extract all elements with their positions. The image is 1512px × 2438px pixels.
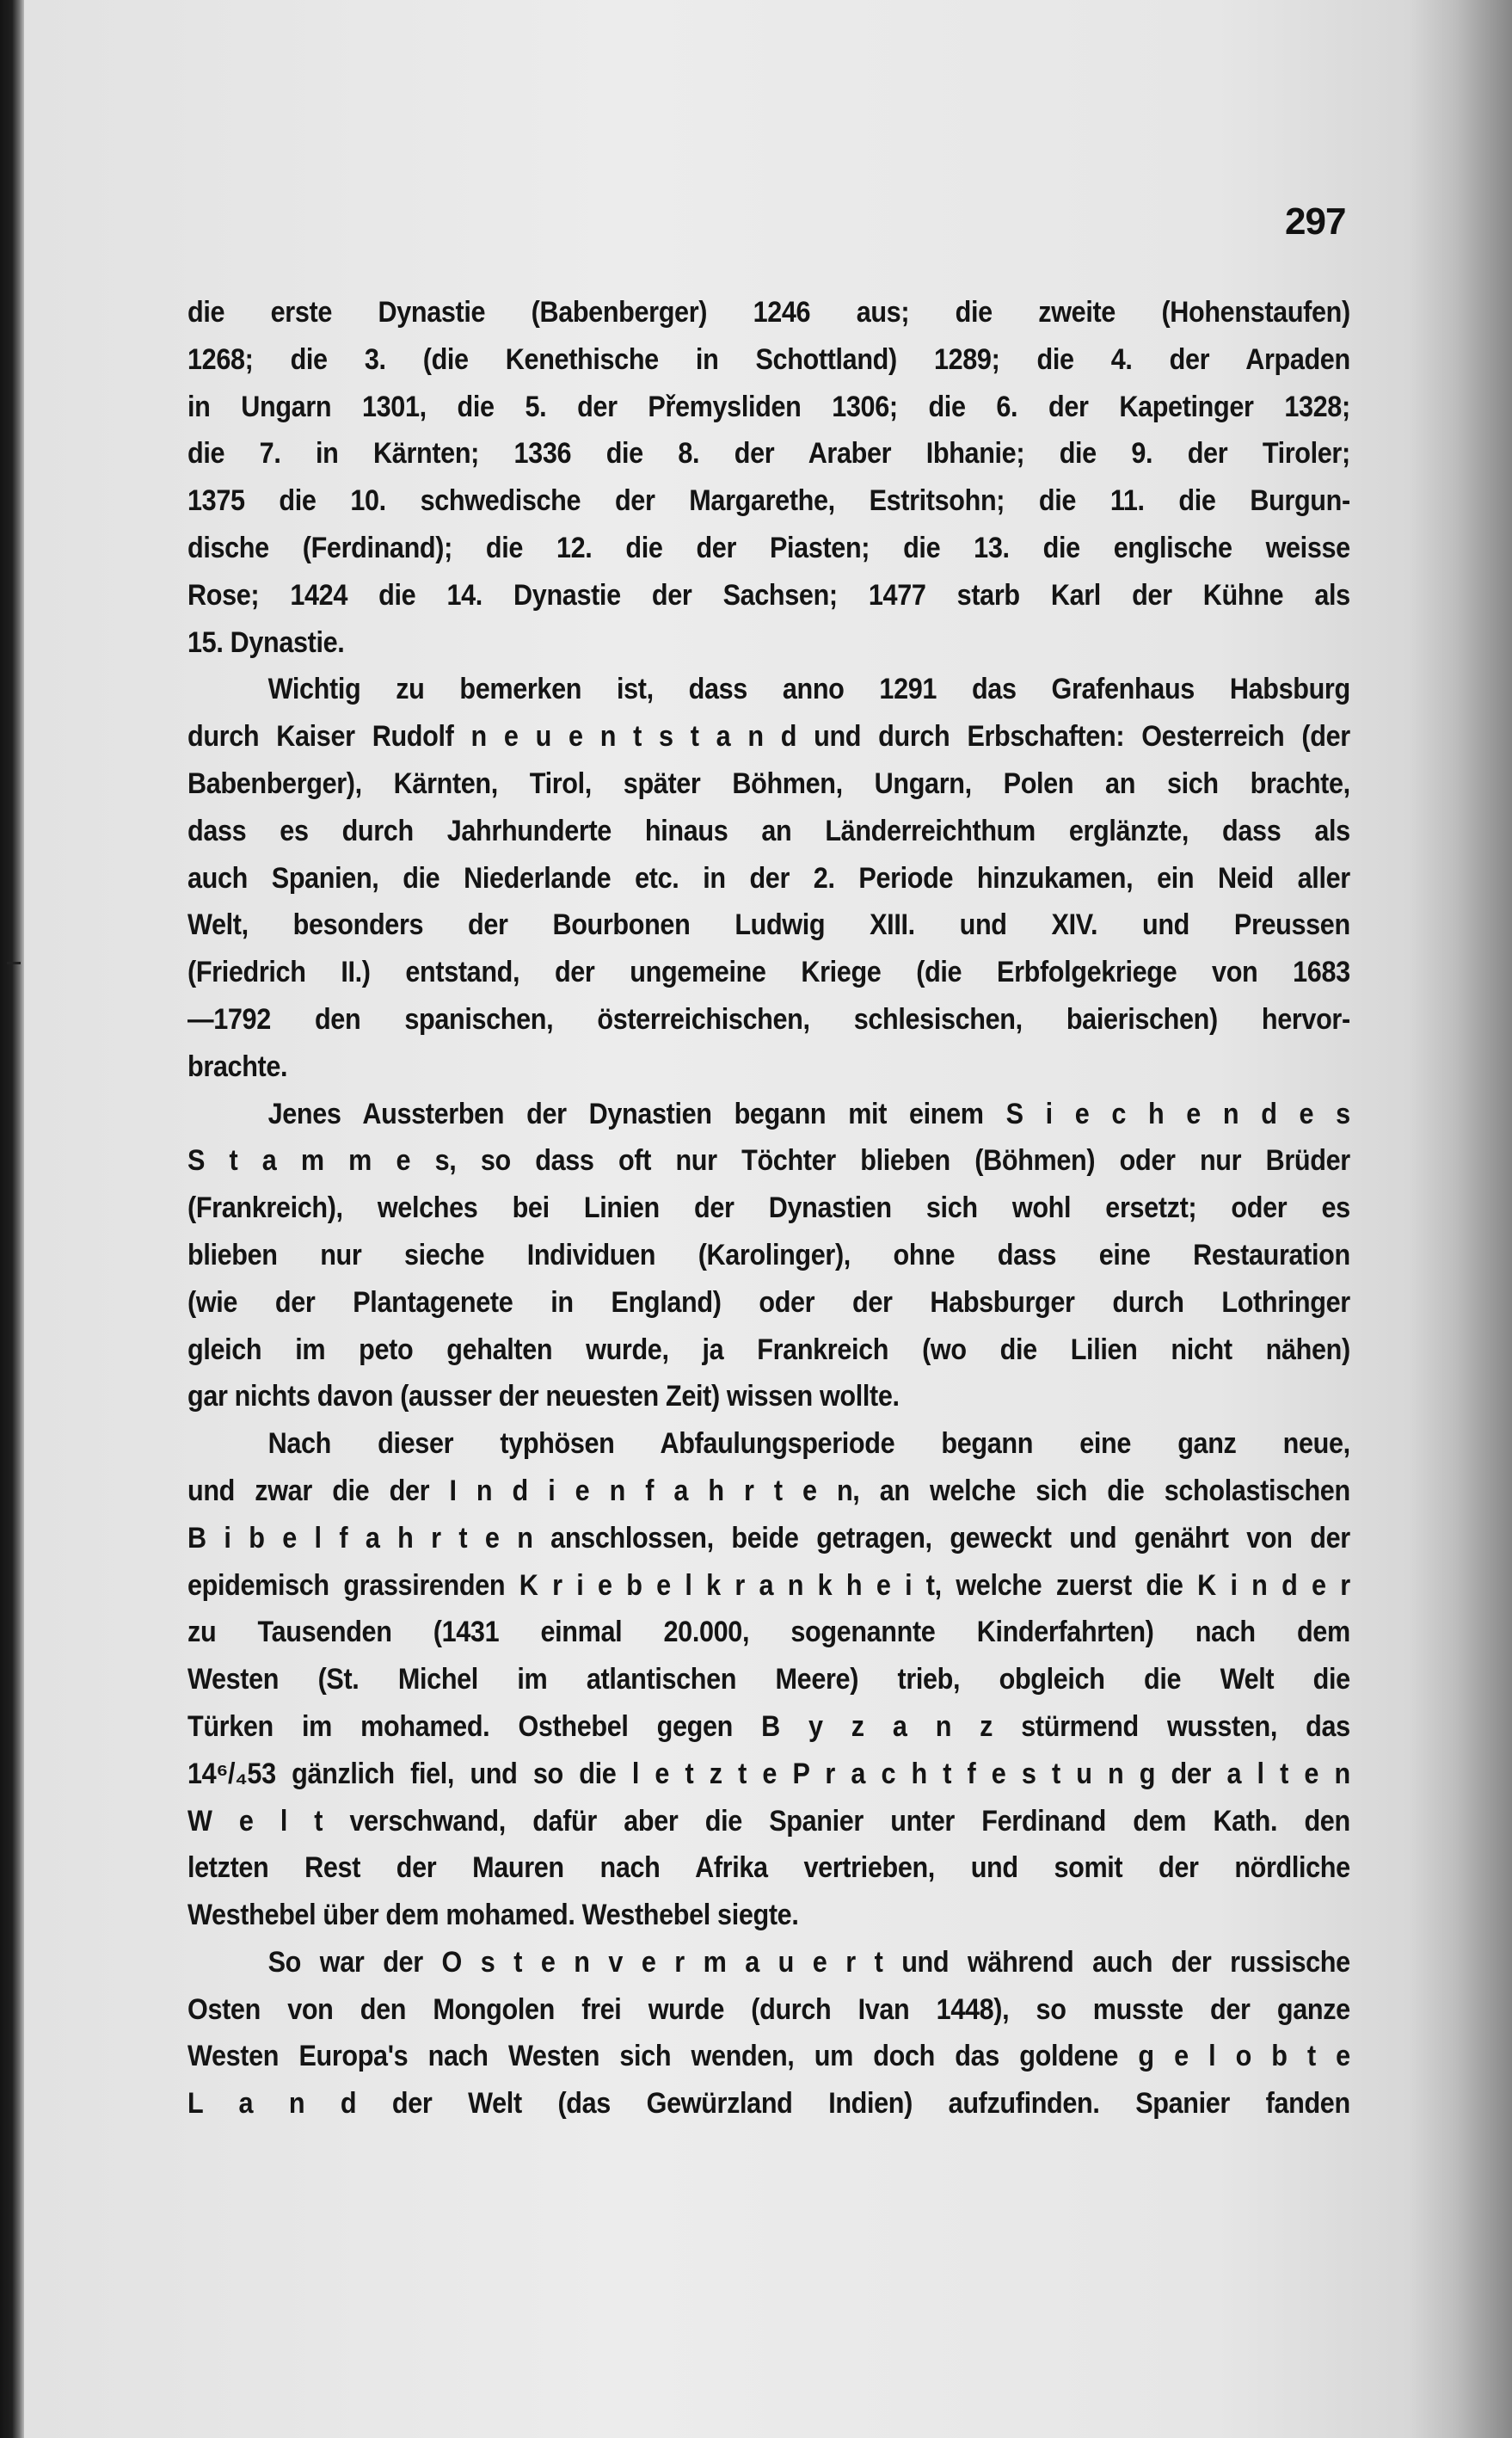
text-line: zu Tausenden (1431 einmal 20.000, sogenannte Kinderfahrten) nach dem	[187, 1616, 1350, 1649]
text-line: gleich im peto gehalten wurde, ja Frankreich (wo die Lilien nicht nähen)	[187, 1333, 1350, 1366]
book-page	[24, 0, 1512, 2438]
text-line: Osten von den Mongolen frei wurde (durch Ivan 1448), so musste der ganze	[187, 1992, 1350, 2026]
text-line: 1375 die 10. schwedische der Margarethe, Estritsohn; die 11. die Burgun-	[187, 484, 1350, 518]
text-line: S t a m m e s, so dass oft nur Töchter blieben (Böhmen) oder nur Brüder	[187, 1144, 1350, 1178]
text-line: (wie der Plantagenete in England) oder der Habsburger durch Lothringer	[187, 1285, 1350, 1319]
text-line: B i b e l f a h r t e n anschlossen, beide getragen, geweckt und genährt von der	[187, 1521, 1350, 1555]
text-line: Babenberger), Kärnten, Tirol, später Böhmen, Ungarn, Polen an sich brachte,	[187, 766, 1350, 800]
body-text	[187, 289, 1350, 2127]
text-line: (Frankreich), welches bei Linien der Dynastien sich wohl ersetzt; oder es	[187, 1191, 1350, 1225]
text-line: Westen Europa's nach Westen sich wenden, um doch das goldene g e l o b t e	[187, 2040, 1350, 2073]
margin-mark	[7, 962, 21, 964]
text-line: —1792 den spanischen, österreichischen, schlesischen, baierischen) hervor-	[187, 1002, 1350, 1036]
text-line: Rose; 1424 die 14. Dynastie der Sachsen; 1477 starb Karl der Kühne als	[187, 578, 1350, 612]
text-line: Westhebel über dem mohamed. Westhebel siegte.	[187, 1899, 799, 1932]
text-line: W e l t verschwand, dafür aber die Spanier unter Ferdinand dem Kath. den	[187, 1804, 1350, 1838]
text-line: letzten Rest der Mauren nach Afrika vertrieben, und somit der nördliche	[187, 1851, 1350, 1885]
text-line: 14⁶/₄53 gänzlich fiel, und so die l e t z t e P r a c h t f e s t u n g der a l t e n	[187, 1757, 1350, 1790]
text-line: blieben nur sieche Individuen (Karolinger), ohne dass eine Restauration	[187, 1238, 1350, 1271]
text-line: Türken im mohamed. Osthebel gegen B y z a n z stürmend wussten, das	[187, 1709, 1350, 1743]
text-line: (Friedrich II.) entstand, der ungemeine Kriege (die Erbfolgekriege von 1683	[187, 956, 1350, 989]
text-line: dass es durch Jahrhunderte hinaus an Länderreichthum erglänzte, dass als	[187, 814, 1350, 847]
paragraph-start: Wichtig zu bemerken ist, dass anno 1291 das Grafenhaus Habsburg	[267, 673, 1350, 706]
text-line: die 7. in Kärnten; 1336 die 8. der Araber Ibhanie; die 9. der Tiroler;	[187, 437, 1350, 471]
text-line: 1268; die 3. (die Kenethische in Schottland) 1289; die 4. der Arpaden	[187, 342, 1350, 376]
text-line: durch Kaiser Rudolf n e u e n t s t a n d und durch Erbschaften: Oesterreich (der	[187, 720, 1350, 754]
text-line: und zwar die der I n d i e n f a h r t e n, an welche sich die scholastischen	[187, 1474, 1350, 1507]
text-line: in Ungarn 1301, die 5. der Přemysliden 1306; die 6. der Kapetinger 1328;	[187, 390, 1350, 423]
text-line: epidemisch grassirenden K r i e b e l k r a n k h e i t, welche zuerst die K i n d e r	[187, 1568, 1350, 1602]
text-line: Welt, besonders der Bourbonen Ludwig XIII. und XIV. und Preussen	[187, 908, 1350, 942]
paragraph-start: Nach dieser typhösen Abfaulungsperiode begann eine ganz neue,	[267, 1427, 1350, 1461]
text-line: brachte.	[187, 1050, 288, 1083]
text-line: auch Spanien, die Niederlande etc. in der 2. Periode hinzukamen, ein Neid aller	[187, 861, 1350, 895]
text-line: 15. Dynastie.	[187, 625, 345, 659]
page-edge-shadow	[1409, 0, 1512, 2438]
text-line: gar nichts davon (ausser der neuesten Zeit) wissen wollte.	[187, 1380, 900, 1413]
page-number: 297	[1285, 200, 1346, 243]
paragraph-start: So war der O s t e n v e r m a u e r t und während auch der russische	[267, 1945, 1350, 1979]
text-line: die erste Dynastie (Babenberger) 1246 aus; die zweite (Hohenstaufen)	[187, 296, 1350, 329]
paragraph-start: Jenes Aussterben der Dynastien begann mit einem S i e c h e n d e s	[267, 1097, 1350, 1130]
text-line: dische (Ferdinand); die 12. die der Piasten; die 13. die englische weisse	[187, 531, 1350, 564]
text-line: Westen (St. Michel im atlantischen Meere) trieb, obgleich die Welt die	[187, 1663, 1350, 1696]
text-line: L a n d der Welt (das Gewürzland Indien) aufzufinden. Spanier fanden	[187, 2087, 1350, 2121]
book-gutter-shadow	[0, 0, 24, 2438]
